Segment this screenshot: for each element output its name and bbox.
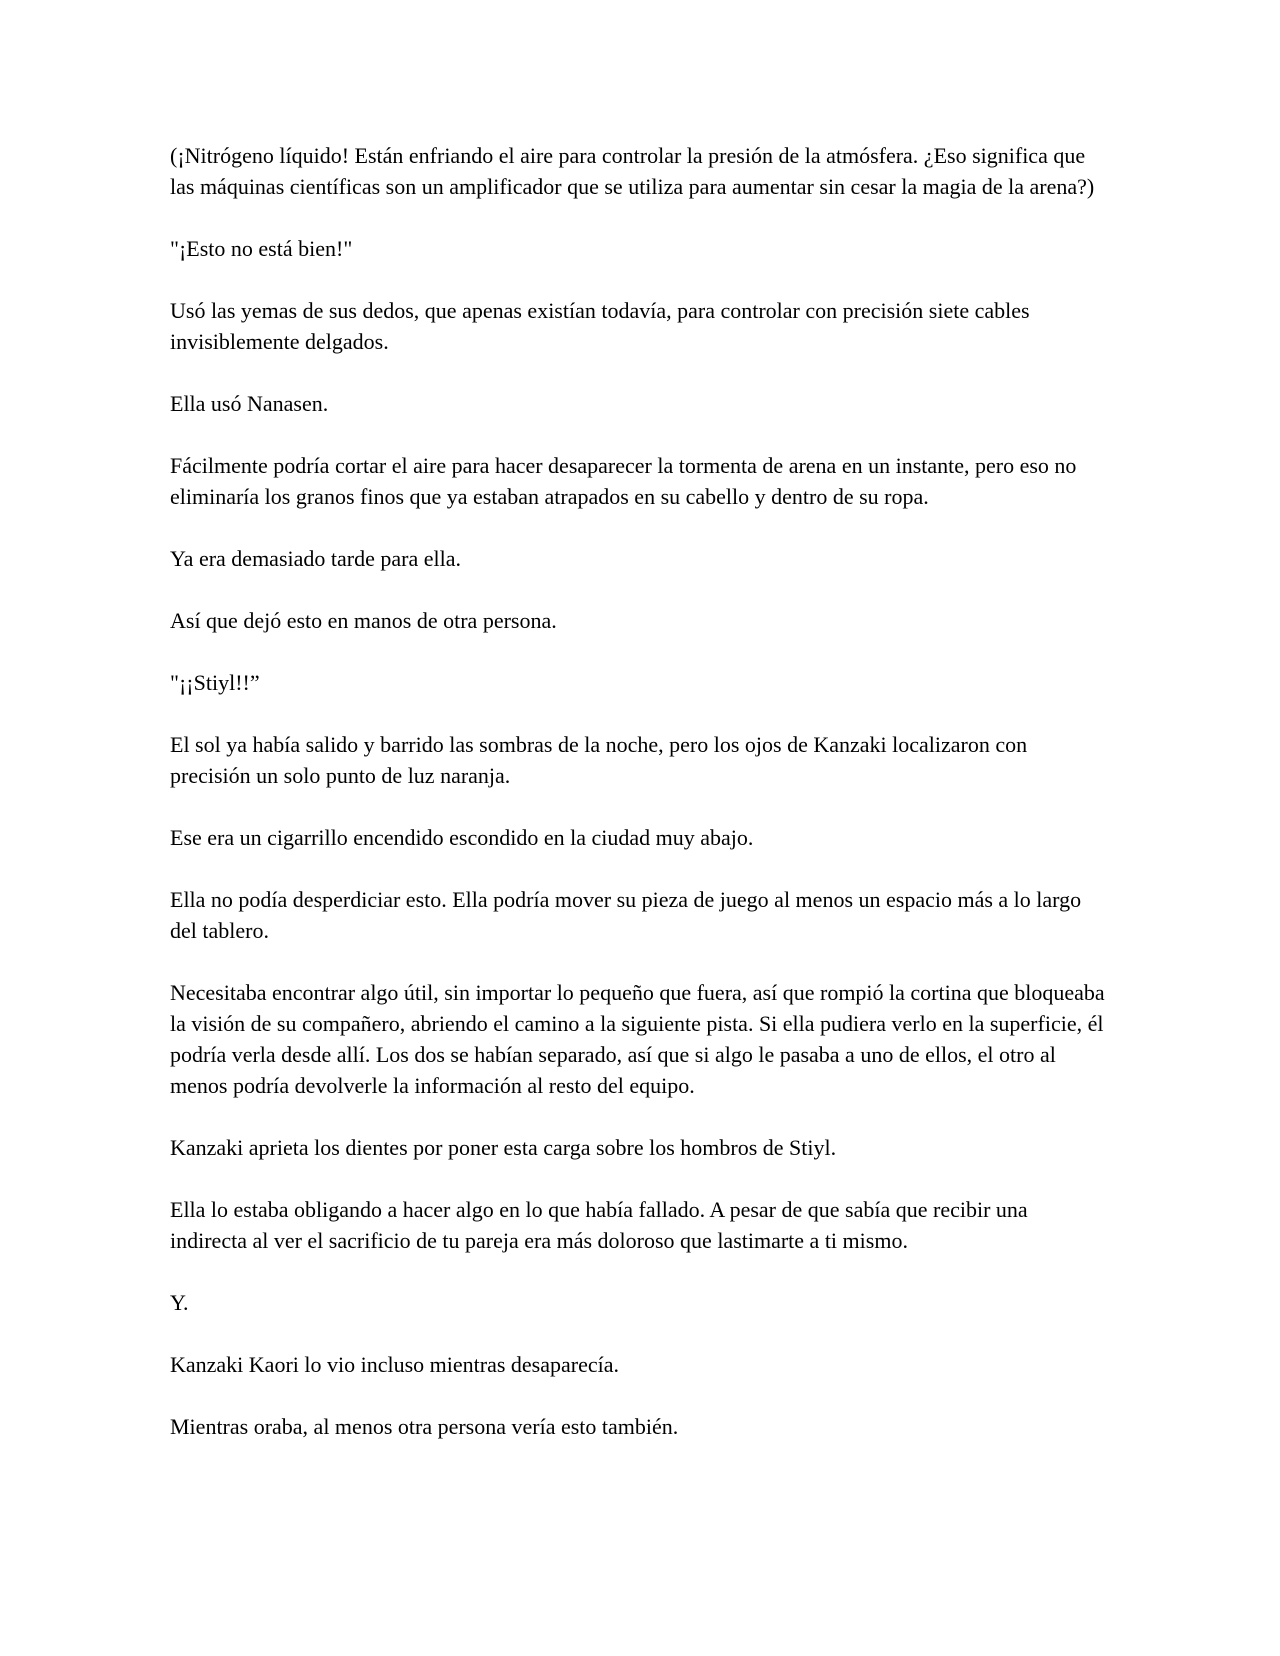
paragraph: Y. [170,1290,189,1315]
paragraph: El sol ya había salido y barrido las sombras de la noche, pero los ojos de Kanzaki localizaron con precisión un solo punto de luz naranja. [170,732,1028,788]
paragraph: Ya era demasiado tarde para ella. [170,546,461,571]
paragraph: "¡¡Stiyl!!” [170,670,260,695]
paragraph: Ella lo estaba obligando a hacer algo en lo que había fallado. A pesar de que sabía que recibir una indirecta al ver el sacrificio de tu pareja era más doloroso que lastimarte a ti mismo. [170,1197,1028,1253]
paragraph: Ese era un cigarrillo encendido escondido en la ciudad muy abajo. [170,825,754,850]
paragraph: Mientras oraba, al menos otra persona vería esto también. [170,1414,679,1439]
paragraph: Kanzaki aprieta los dientes por poner esta carga sobre los hombros de Stiyl. [170,1135,837,1160]
paragraph: Ella usó Nanasen. [170,391,329,416]
paragraph: Así que dejó esto en manos de otra persona. [170,608,557,633]
paragraph: Fácilmente podría cortar el aire para hacer desaparecer la tormenta de arena en un instante, pero eso no eliminaría los granos finos que ya estaban atrapados en su cabello y dentro de su ropa. [170,453,1077,509]
paragraph: Kanzaki Kaori lo vio incluso mientras desaparecía. [170,1352,620,1377]
paragraph: Usó las yemas de sus dedos, que apenas existían todavía, para controlar con precisión siete cables invisiblemente delgados. [170,298,1030,354]
paragraph: Necesitaba encontrar algo útil, sin importar lo pequeño que fuera, así que rompió la cortina que bloqueaba la visión de su compañero, abriendo el camino a la siguiente pista. Si ella pudiera verlo en la superficie, él podría verla desde allí. Los dos se habían separado, así que si algo le pasaba a uno de ellos, el otro al menos podría devolverle la información al resto del equipo. [170,980,1105,1098]
paragraph: "¡Esto no está bien!" [170,236,353,261]
paragraph: (¡Nitrógeno líquido! Están enfriando el aire para controlar la presión de la atmósfera. ¿Eso significa que las máquinas científicas son un amplificador que se utiliza para aumentar sin cesar la magia de la arena?) [170,143,1095,199]
paragraph: Ella no podía desperdiciar esto. Ella podría mover su pieza de juego al menos un espacio más a lo largo del tablero. [170,887,1082,943]
